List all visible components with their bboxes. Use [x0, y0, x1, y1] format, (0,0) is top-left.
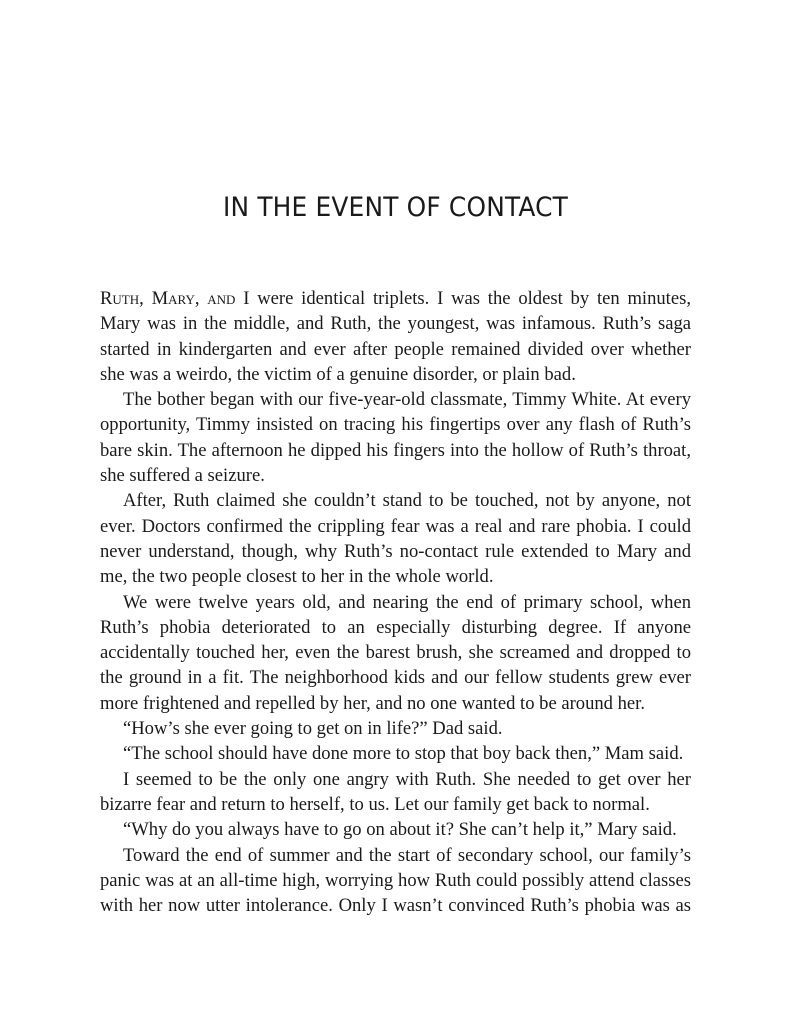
paragraph: After, Ruth claimed she couldn’t stand to be touched, not by anyone, not ever. Doctors confirmed the crippling fear was a real and rare phobia. I could never understand, though, why Ruth’s no-contact rule extended to Mary and me, the two people closest to her in the whole world. — [100, 490, 691, 588]
opening-text: I were identical triplets. I was the oldest by ten minutes, Mary was in the middle, and Ruth, the youngest, was infamous. Ruth’s saga started in kindergarten and ever after people remained divided over whether she was a weirdo, the victim of a genuine disorder, or plain bad. — [100, 288, 691, 385]
paragraph: Toward the end of summer and the start of secondary school, our family’s panic was at an all-time high, worrying how Ruth could possibly attend classes with her now utter intolerance. Only I wasn’t convinced Ruth’s phobia was as — [100, 844, 691, 917]
paragraph: We were twelve years old, and nearing the end of primary school, when Ruth’s phobia deteriorated to an especially disturbing degree. If anyone accidentally touched her, even the barest brush, she screamed and dropped to the ground in a fit. The neighborhood kids and our fellow students grew ever more frightened and repelled by her, and no one wanted to be around her. — [100, 591, 691, 714]
dialogue-paragraph: “The school should have done more to stop that boy back then,” Mam said. — [123, 743, 684, 765]
chapter-body — [100, 286, 691, 918]
paragraph: I seemed to be the only one angry with Ruth. She needed to get over her bizarre fear and return to herself, to us. Let our family get back to normal. — [100, 768, 691, 815]
dialogue-paragraph: “Why do you always have to go on about it? She can’t help it,” Mary said. — [123, 819, 677, 841]
paragraph: The bother began with our five-year-old classmate, Timmy White. At every opportunity, Timmy insisted on tracing his fingertips over any flash of Ruth’s bare skin. The afternoon he dipped his fingers into the hollow of Ruth’s throat, she suffered a seizure. — [100, 389, 691, 487]
dialogue-paragraph: “How’s she ever going to get on in life?” Dad said. — [123, 718, 503, 740]
opening-paragraph — [100, 286, 691, 387]
chapter-title: IN THE EVENT OF CONTACT — [222, 192, 569, 223]
opening-small-caps: Ruth, Mary, and — [100, 288, 236, 309]
